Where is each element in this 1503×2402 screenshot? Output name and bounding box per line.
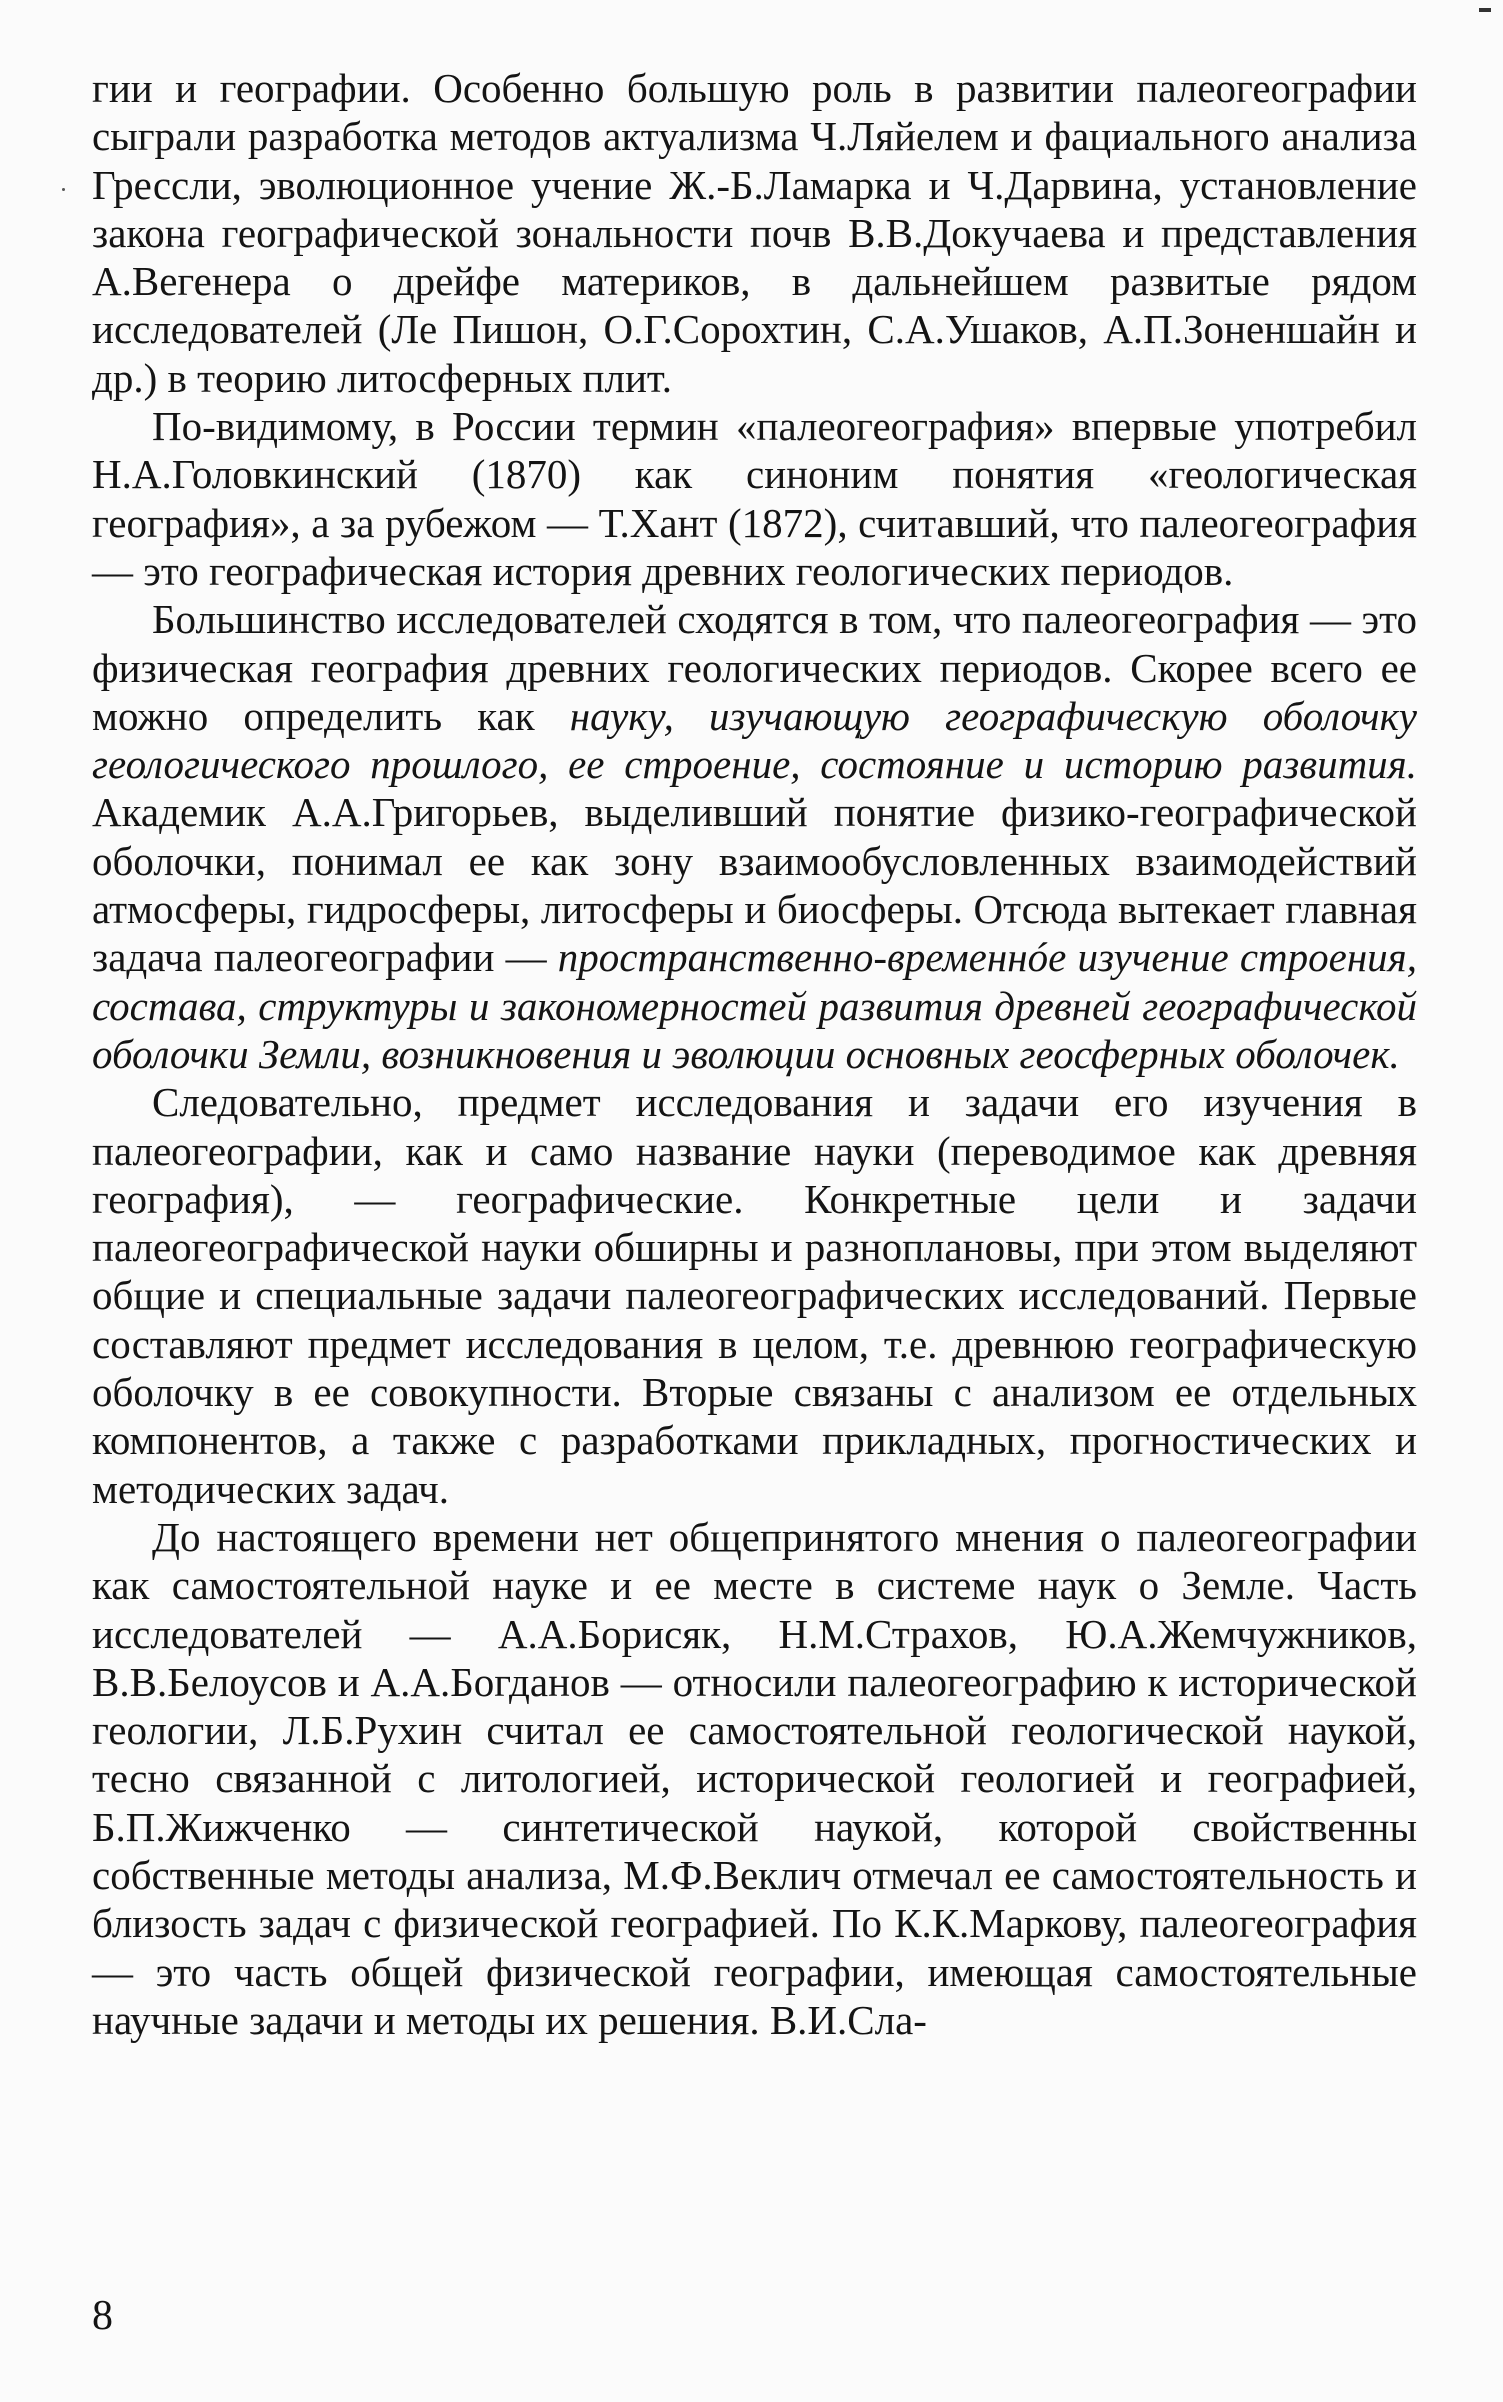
paragraph-4-text: Следовательно, предмет исследования и задачи его изучения в палеогеографии, как и само название науки (переводимое как древняя география), — географические. Конкретные цели и задачи палеогеографической науки обширны и разноплановы, при этом выделяют общие и специальные задачи палеогеографических исследований. Первые составляют предмет исследования в целом, т.е. древнюю географическую оболочку в ее совокупности. Вторые связаны с анализом ее отдельных компонентов, а также с разработками прикладных, прогностических и методических задач.	[92, 1079, 1417, 1512]
paragraph-1	[92, 64, 1417, 402]
corner-scan-mark	[1479, 8, 1491, 12]
paragraph-3	[92, 595, 1417, 1078]
paragraph-2	[92, 402, 1417, 595]
scan-speck	[62, 188, 65, 191]
paragraph-3-text-a: Большинство исследователей сходятся в том, что палеогеография — это физическая география древних геологических периодов. Скорее всего ее можно определить как	[92, 596, 1417, 739]
paragraph-3-text-b: Академик А.А.Григорьев, выделивший понятие физико-географической оболочки, понимал ее как зону взаимообусловленных взаимодействий атмосферы, гидросферы, литосферы и биосферы. Отсюда вытекает главная задача палеогеографии —	[92, 789, 1417, 981]
paragraph-3-main-task-italic: пространственно-временнóе изучение строения, состава, структуры и закономерностей развития древней географической оболочки Земли, возникновения и эволюции основных геосферных оболочек.	[92, 934, 1417, 1077]
paragraph-3-definition-italic: науку, изучающую географическую оболочку геологического прошлого, ее строение, состояние и историю развития.	[92, 692, 1417, 788]
paragraph-1-text: гии и географии. Особенно большую роль в развитии палеогеографии сыграли разработка методов актуализма Ч.Ляйелем и фациального анализа Грессли, эволюционное учение Ж.-Б.Ламарка и Ч.Дарвина, установление закона географической зональности почв В.В.Докучаева и представления А.Вегенера о дрейфе материков, в дальнейшем развитые рядом исследователей (Ле Пишон, О.Г.Сорохтин, С.А.Ушаков, А.П.Зоненшайн и др.) в теорию литосферных плит.	[92, 65, 1417, 401]
paragraph-4	[92, 1078, 1417, 1513]
page-number: 8	[92, 2293, 113, 2339]
page-body	[92, 64, 1417, 2044]
paragraph-5-text: До настоящего времени нет общепринятого мнения о палеогеографии как самостоятельной науке и ее месте в системе наук о Земле. Часть исследователей — А.А.Борисяк, Н.М.Страхов, Ю.А.Жемчужников, В.В.Белоусов и А.А.Богданов — относили палеогеографию к исторической геологии, Л.Б.Рухин считал ее самостоятельной геологической наукой, тесно связанной с литологией, исторической геологией и географией, Б.П.Жижченко — синтетической наукой, которой свойственны собственные методы анализа, М.Ф.Веклич отмечал ее самостоятельность и близость задач с физической географией. По К.К.Маркову, палеогеография — это часть общей физической географии, имеющая самостоятельные научные задачи и методы их решения. В.И.Сла-	[92, 1513, 1417, 2043]
paragraph-2-text: По-видимому, в России термин «палеогеография» впервые употребил Н.А.Головкинский (1870) как синоним понятия «геологическая география», а за рубежом — Т.Хант (1872), считавший, что палеогеография — это географическая история древних геологических периодов.	[92, 403, 1417, 594]
paragraph-5	[92, 1513, 1417, 2044]
